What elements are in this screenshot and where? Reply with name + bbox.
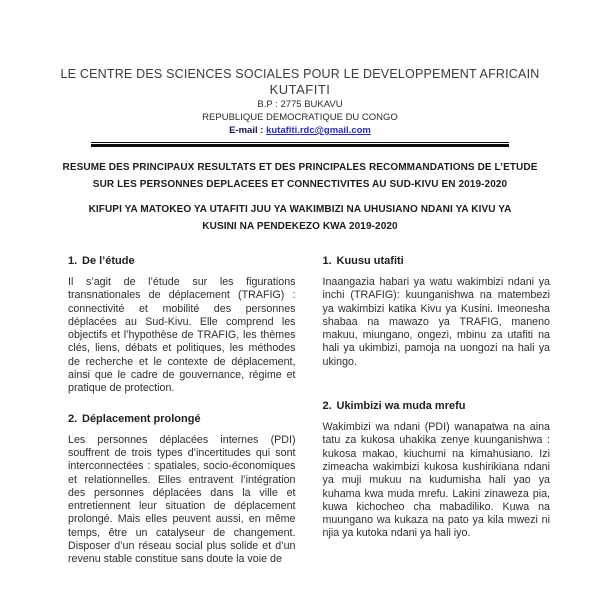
section-fr-1 [68, 254, 296, 396]
section-number: 1. [322, 255, 332, 267]
title-swahili-line1: KIFUPI YA MATOKEO YA UTAFITI JUU YA WAKIMBIZI NA UHUSIANO NDANI YA KIVU YA [88, 204, 512, 215]
org-name: LE CENTRE DES SCIENCES SOCIALES POUR LE DEVELOPPEMENT AFRICAIN [60, 67, 540, 81]
section-number: 2. [322, 400, 332, 413]
section-heading [68, 412, 296, 426]
body-columns [0, 254, 600, 567]
section-paragraph: Inaangazia habari ya watu wakimbizi ndani ya inchi (TRAFIG): kuunganishwa na matembezi ya wakimbizi katika Kivu ya Kusini. Imeonesha shabaa na mawazo ya TRAFIG, maneno makuu, miungano, ongezi, mbinu za utafiti na hali ya ukimbizi, pamoja na uongozi na hali ya ukingo. [322, 276, 550, 368]
column-swahili [323, 254, 551, 567]
title-french-line2: SUR LES PERSONNES DEPLACEES ET CONNECTIVITES AU SUD-KIVU EN 2019-2020 [92, 178, 508, 190]
letterhead [0, 0, 600, 147]
column-french [68, 254, 296, 567]
title-swahili [0, 202, 600, 235]
title-french [0, 160, 600, 193]
section-paragraph: Il s’agit de l’étude sur les figurations transnationales de déplacement (TRAFIG) : connectivité et mobilité des personnes déplacées au Sud-Kivu. Elle comprend les objectifs et l’hypothèse de TRAFIG, les thèmes clés, liens, débats et politiques, les méthodes de recherche et le contexte de déplacement, ainsi que le cadre de gouvernance, régime et pratique de protection. [68, 276, 296, 395]
title-swahili-line2: KUSINI NA PENDEKEZO KWA 2019-2020 [202, 220, 398, 232]
section-heading-text: Kuusu utafiti [336, 255, 404, 267]
section-heading-text: De l’étude [82, 255, 135, 267]
section-heading [68, 254, 296, 268]
email-link[interactable]: kutafiti.rdc@gmail.com [266, 125, 371, 136]
section-number: 2. [68, 412, 78, 425]
header-divider-rule [91, 142, 509, 147]
section-sw-1 [323, 254, 551, 369]
section-heading-text: Ukimbizi wa muda mrefu [336, 400, 466, 413]
org-short-name: KUTAFITI [269, 82, 331, 97]
email-line [0, 124, 600, 138]
section-paragraph: Wakimbizi wa ndani (PDI) wanapatwa na aina tatu za kukosa uhakika zenye kuunganishwa : kukosa makao, kiuchumi na kimahusiano. Izi zimeacha wakimbizi kukosa kushirikiana ndani ya muji mukuu na kudumisha hali yao ya kuhama kwa muda mrefu. Lakini zinaweza pia, kuwa kichocheo cha mabadiliko. Kuwa na muungano wa kukaza na pato ya kila mwezi ni njia ya kutoka ndani ya hali iyo. [322, 421, 550, 540]
section-heading-text: Déplacement prolongé [82, 412, 201, 425]
section-number: 1. [68, 255, 78, 267]
section-heading [323, 399, 551, 413]
document-titles [0, 160, 600, 235]
section-fr-2 [68, 412, 296, 567]
section-paragraph: Les personnes déplacées internes (PDI) souffrent de trois types d’incertitudes qui sont interconnectées : spatiales, socio-économiques et relationnelles. Elles entravent l’intégration des personnes déplacées dans la ville et entretiennent leur situation de déplacement prolongé. Mais elles peuvent aussi, en même temps, être un catalyseur de changement. Disposer d’un réseau social plus solide et d’un revenu stable constitue sans doute la voie de [68, 433, 296, 566]
country-line: REPUBLIQUE DEMOCRATIQUE DU CONGO [202, 112, 398, 123]
section-sw-2 [323, 399, 551, 541]
title-french-line1: RESUME DES PRINCIPAUX RESULTATS ET DES PRINCIPALES RECOMMANDATIONS DE L’ETUDE [62, 162, 538, 173]
email-label: E-mail : [229, 125, 264, 136]
address-line: B.P : 2775 BUKAVU [257, 99, 343, 110]
section-heading [323, 254, 551, 268]
